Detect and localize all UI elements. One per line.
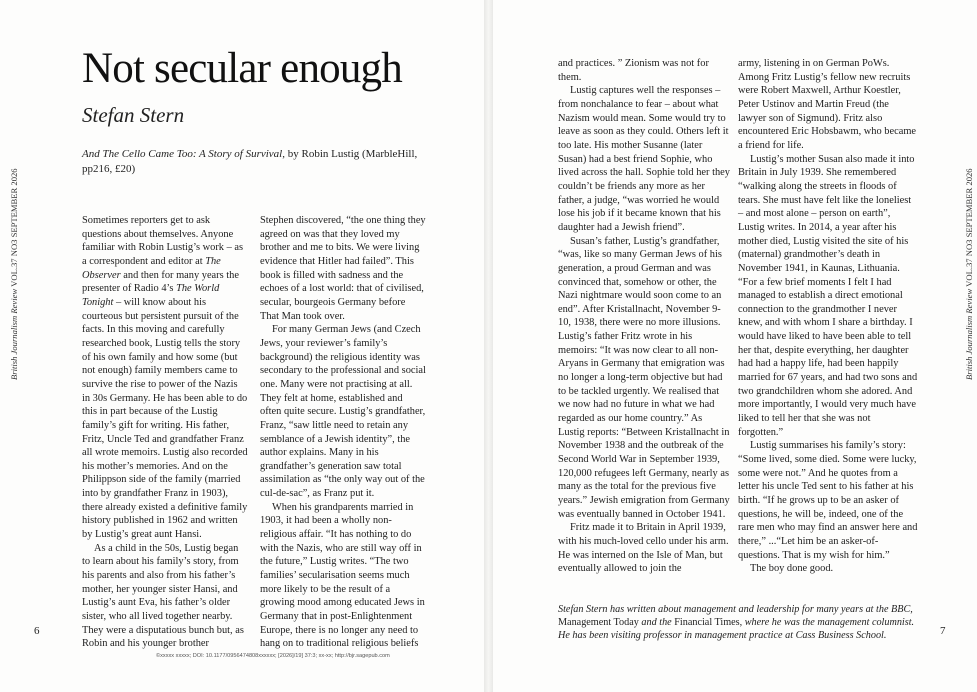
page-number-left: 6 bbox=[34, 625, 40, 637]
paragraph: army, listening in on German PoWs. Among Fritz Lustig’s fellow new recruits were Robert Maxwell, Arthur Koestler, Peter Ustinov and Martin Freud (the lawyer son of Sigmund). Fritz also encountered Eric Hobsbawm, who became a friend for life. bbox=[738, 58, 917, 151]
text-run: Sometimes reporters get to ask questions about themselves. Anyone familiar with Robin Lustig’s work – as a correspondent and editor at bbox=[82, 215, 244, 267]
running-head-right bbox=[964, 168, 974, 380]
author-bio bbox=[558, 603, 918, 642]
text-run: Management Today bbox=[558, 617, 639, 628]
text-run: Stefan Stern has written about management and leadership for many years at the BBC, bbox=[558, 604, 913, 615]
paragraph: Lustig’s mother Susan also made it into Britain in July 1939. She remembered “walking along the streets in floods of tears. She must have felt like the loneliest – and most alone – person on earth”, Lustig writes. In 2014, a year after his mother died, Lustig visited the site of his (maternal) grandmother’s death in November 1941, in Kaunas, Lithuania. “For a few brief moments I felt I had managed to establish a direct emotional connection to the grandmother I never knew, and with whom I share a birthday. I would have liked to have been able to tell her that, despite everything, her daughter had had a happy life, had been happily married for 67 years, and had two sons and two grandchildren whom she adored. And more importantly, I would very much have liked to tell her that she was not forgotten.” bbox=[738, 153, 918, 438]
text-run: – will know about his courteous but persistent pursuit of the facts. In this moving and carefully researched book, Lustig tells the story of his own family and how some (but not enough) family members came to survive the rise to power of the Nazis in 30s Germany. He has been able to do this in part because of the Lustig family’s gift for writing. His father, Fritz, Uncle Ted and grandfather Franz all wrote memoirs. Lustig also recorded his mother’s memories. And on the Philippson side of the family (married into by grandfather Franz in 1903), there already existed a definitive family history published in 1962 and written by Lustig’s great aunt Hansi. bbox=[82, 296, 248, 541]
paragraph: For many German Jews (and Czech Jews, your reviewer’s family’s background) the religious identity was secondary to the professional and social one. Many were not practising at all. They felt at home, established and often quite secure. Lustig’s grandfather, Franz, “saw little need to retain any semblance of a Jewish identity”, the author explains. Many in his grandfather’s generation saw total assimilation as “the only way out of the cul-de-sac”, as Franz put it. bbox=[260, 324, 426, 500]
article-title: Not secular enough bbox=[82, 45, 402, 92]
paragraph: Lustig summarises his family’s story: “Some lived, some died. Some were lucky, some were not.” And he quotes from a letter his uncle Ted sent to his father at his birth. “If he grows up to be an asker of questions, he will be, indeed, one of the rare men who may find an answer here and there,” ...“Let him be an asker-of-questions. That is my wish for him.” bbox=[738, 440, 918, 561]
text-run: The Observer bbox=[82, 255, 221, 281]
paragraph: As a child in the 50s, Lustig began to learn about his family’s story, from his parents and also from his father’s mother, her younger sister Hansi, and Lustig’s aunt Eva, his father’s older sister, who all lived together nearby. They were a disputatious bunch but, as Robin and his younger brother bbox=[82, 542, 244, 650]
left-page bbox=[0, 0, 484, 692]
paragraph: Susan’s father, Lustig’s grandfather, “was, like so many German Jews of his generation, a proud German and was convinced that, somehow or other, the Nazi nightmare would soon come to an end”. After Kristallnacht, November 9-10, 1938, there were no more illusions. Lustig’s father Fritz wrote in his memoirs: “It was now clear to all non-Aryans in Germany that emigration was no longer a long-term objective but had to be tackled urgently. We realised that we now had no future in what we had regarded as our home country.” As Lustig reports: “Between Kristallnacht in November 1938 and the outbreak of the Second World War in September 1939, 120,000 refugees left Germany, nearly as many as the total for the previous five years.” Jewish emigration from Germany was eventually banned in October 1941. bbox=[558, 235, 730, 520]
doi-footer: ©xxxxx xxxxx; DOI: 10.1177/0956474808xxxxxx; [2026]/19] 37:3; xx-xx; http://bjr.sagepub.com bbox=[156, 653, 390, 659]
page-number-right: 7 bbox=[940, 625, 946, 637]
book-details: , by Robin Lustig (MarbleHill, pp216, £20) bbox=[82, 148, 418, 175]
paragraph: When his grandparents married in 1903, it had been a wholly non-religious affair. “It has nothing to do with the Nazis, who are still way off in the future,” Lustig writes. “The two families’ secularisation seems much more likely to be the result of a growing mood among educated Jews in Germany that in post-Enlightenment Europe, there is no longer any need to hang on to traditional religious beliefs bbox=[260, 501, 425, 650]
book-reference bbox=[82, 147, 422, 177]
paragraph: The boy done good. bbox=[750, 563, 834, 575]
running-head-left bbox=[9, 168, 19, 380]
text-run: and then for many years the presenter of Radio 4’s bbox=[82, 269, 239, 295]
right-column-2 bbox=[738, 57, 918, 576]
paragraph: Stephen discovered, “the one thing they agreed on was that they loved my brother and me to bits. We were living evidence that Hitler had failed”. This book is filled with sadness and the echoes of a lost world: that of civilised, secular, bourgeois Germany before That Man took over. bbox=[260, 215, 426, 322]
paragraph: Lustig captures well the responses – from nonchalance to fear – about what Nazism would mean. Some would try to leave as soon as they could. Others left it too late. His mother Susanne (later Susan) had a best friend Sophie, who lived across the hall. Sophie told her they couldn’t be friends any more as her father, a judge, “was worried he would lose his job if it became known that his daughter had a Jewish friend”. bbox=[558, 85, 730, 233]
journal-name: British Journalism Review bbox=[9, 288, 19, 380]
article-author: Stefan Stern bbox=[82, 103, 185, 127]
journal-issue: VOL.37 NO3 SEPTEMBER 2026 bbox=[9, 168, 19, 289]
right-column-1 bbox=[558, 57, 730, 576]
left-column-2 bbox=[260, 214, 426, 651]
text-run: , where he was the management columnist. He has been visiting professor in management practice at Cass Business School. bbox=[558, 617, 915, 641]
journal-issue: VOL.37 NO3 SEPTEMBER 2026 bbox=[964, 168, 974, 289]
paragraph: and practices. ” Zionism was not for them. bbox=[558, 58, 709, 83]
paragraph bbox=[82, 214, 248, 542]
paragraph: Fritz made it to Britain in April 1939, with his much-loved cello under his arm. He was interned on the Isle of Man, but eventually allowed to join the bbox=[558, 522, 729, 575]
journal-name: British Journalism Review bbox=[964, 288, 974, 380]
book-title: And The Cello Came Too: A Story of Survival bbox=[82, 148, 283, 160]
text-run: The World Tonight bbox=[82, 283, 220, 308]
left-column-1 bbox=[82, 214, 248, 651]
text-run: and the bbox=[638, 617, 675, 628]
book-gutter bbox=[484, 0, 493, 692]
text-run: Financial Times bbox=[674, 617, 740, 628]
